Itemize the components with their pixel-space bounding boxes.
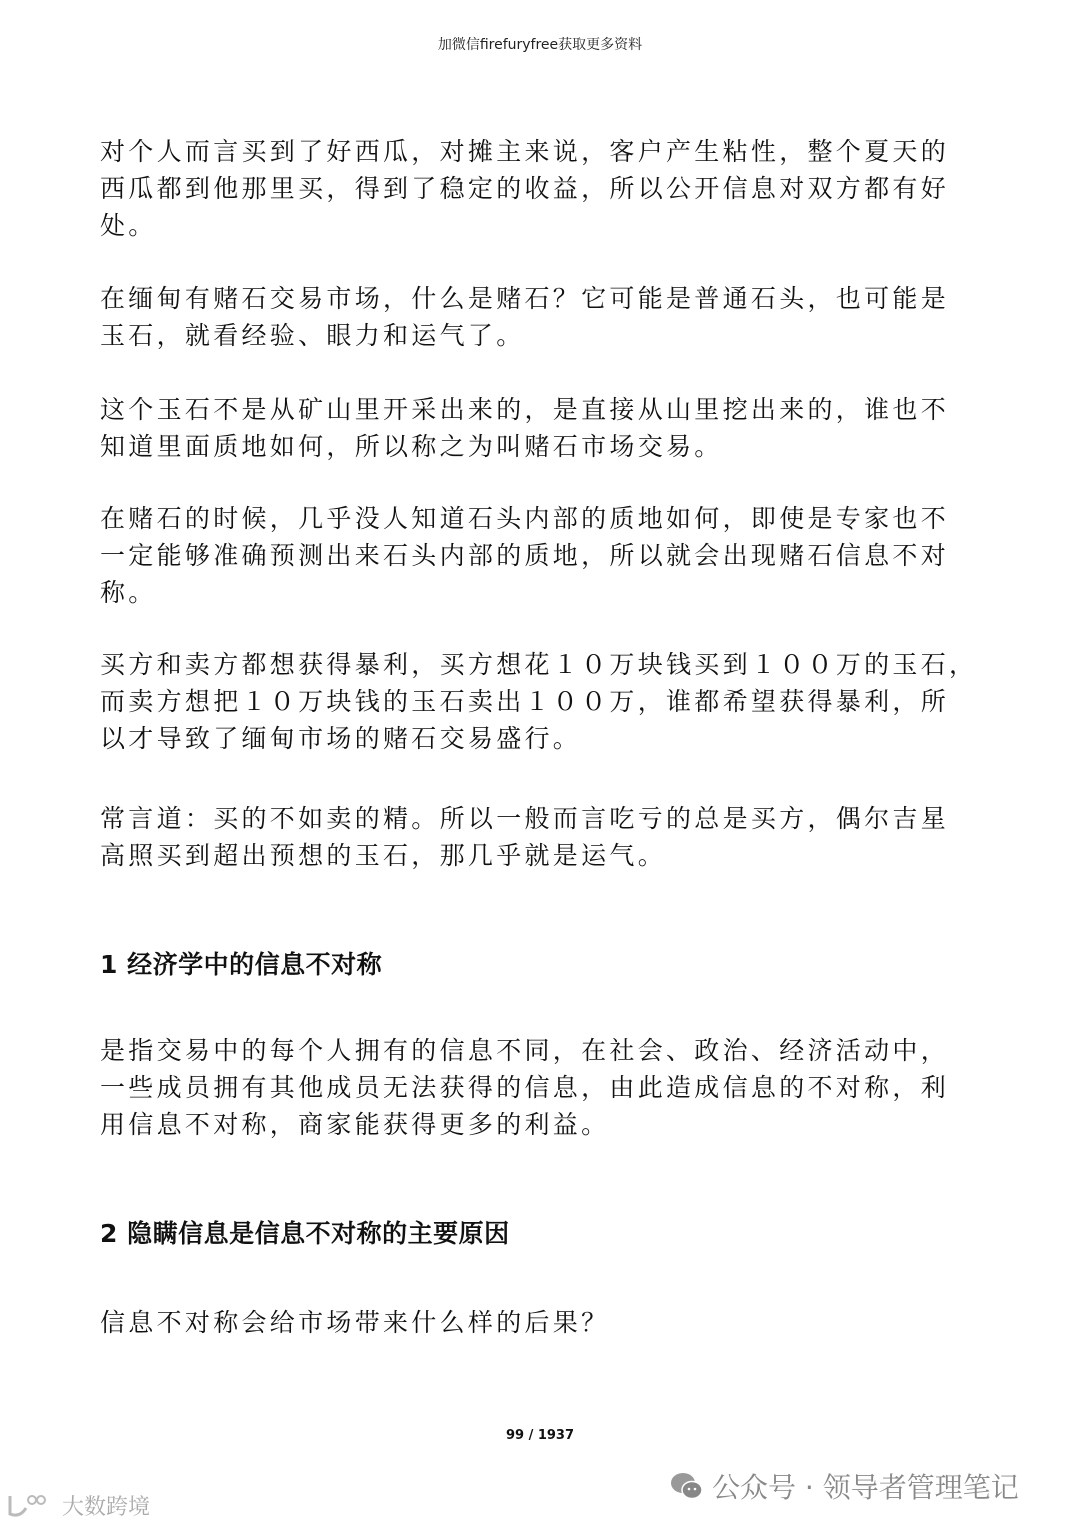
brand-watermark [6,1490,150,1521]
text-line: 称。 [100,578,157,607]
wechat-icon [670,1471,704,1501]
page-header: 加微信firefuryfree获取更多资料 [437,37,643,53]
text-line: 买方和卖方都想获得暴利，买方想花１０万块钱买到１００万的玉石， [100,650,978,679]
wechat-watermark-text: 公众号 · 领导者管理笔记 [712,1471,1019,1504]
text-line: 而卖方想把１０万块钱的玉石卖出１００万，谁都希望获得暴利，所 [100,687,950,716]
paragraph [100,500,1000,611]
paragraph [100,391,1000,465]
paragraph [100,1304,1000,1341]
section-heading: 2 隐瞒信息是信息不对称的主要原因 [100,1219,510,1248]
text-line: 处。 [100,211,157,240]
paragraph [100,646,1000,757]
brand-watermark-text: 大数跨境 [62,1495,151,1520]
text-line: 在赌石的时候，几乎没人知道石头内部的质地如何，即使是专家也不 [100,504,950,533]
text-line: 高照买到超出预想的玉石，那几乎就是运气。 [100,841,667,870]
text-line: 玉石，就看经验、眼力和运气了。 [100,321,525,350]
paragraph [100,133,1000,244]
text-line: 这个玉石不是从矿山里开采出来的，是直接从山里挖出来的，谁也不 [100,395,950,424]
page-number: 99 / 1937 [505,1428,575,1443]
text-line: 对个人而言买到了好西瓜，对摊主来说，客户产生粘性，整个夏天的 [100,137,950,166]
text-line: 以才导致了缅甸市场的赌石交易盛行。 [100,724,582,753]
text-line: 是指交易中的每个人拥有的信息不同，在社会、政治、经济活动中， [100,1036,950,1065]
text-line: 一定能够准确预测出来石头内部的质地，所以就会出现赌石信息不对 [100,541,950,570]
brand-logo-icon [6,1492,58,1520]
text-line: 常言道：买的不如卖的精。所以一般而言吃亏的总是买方，偶尔吉星 [100,804,950,833]
text-line: 在缅甸有赌石交易市场，什么是赌石？它可能是普通石头，也可能是 [100,284,950,313]
text-line: 西瓜都到他那里买，得到了稳定的收益，所以公开信息对双方都有好 [100,174,950,203]
section-heading: 1 经济学中的信息不对称 [100,950,383,979]
paragraph [100,800,1000,874]
text-line: 一些成员拥有其他成员无法获得的信息，由此造成信息的不对称，利 [100,1073,950,1102]
text-line: 信息不对称会给市场带来什么样的后果？ [100,1308,610,1337]
wechat-watermark [670,1466,1019,1506]
text-line: 用信息不对称，商家能获得更多的利益。 [100,1110,610,1139]
paragraph [100,1032,1000,1143]
text-line: 知道里面质地如何，所以称之为叫赌石市场交易。 [100,432,723,461]
paragraph [100,280,1000,354]
